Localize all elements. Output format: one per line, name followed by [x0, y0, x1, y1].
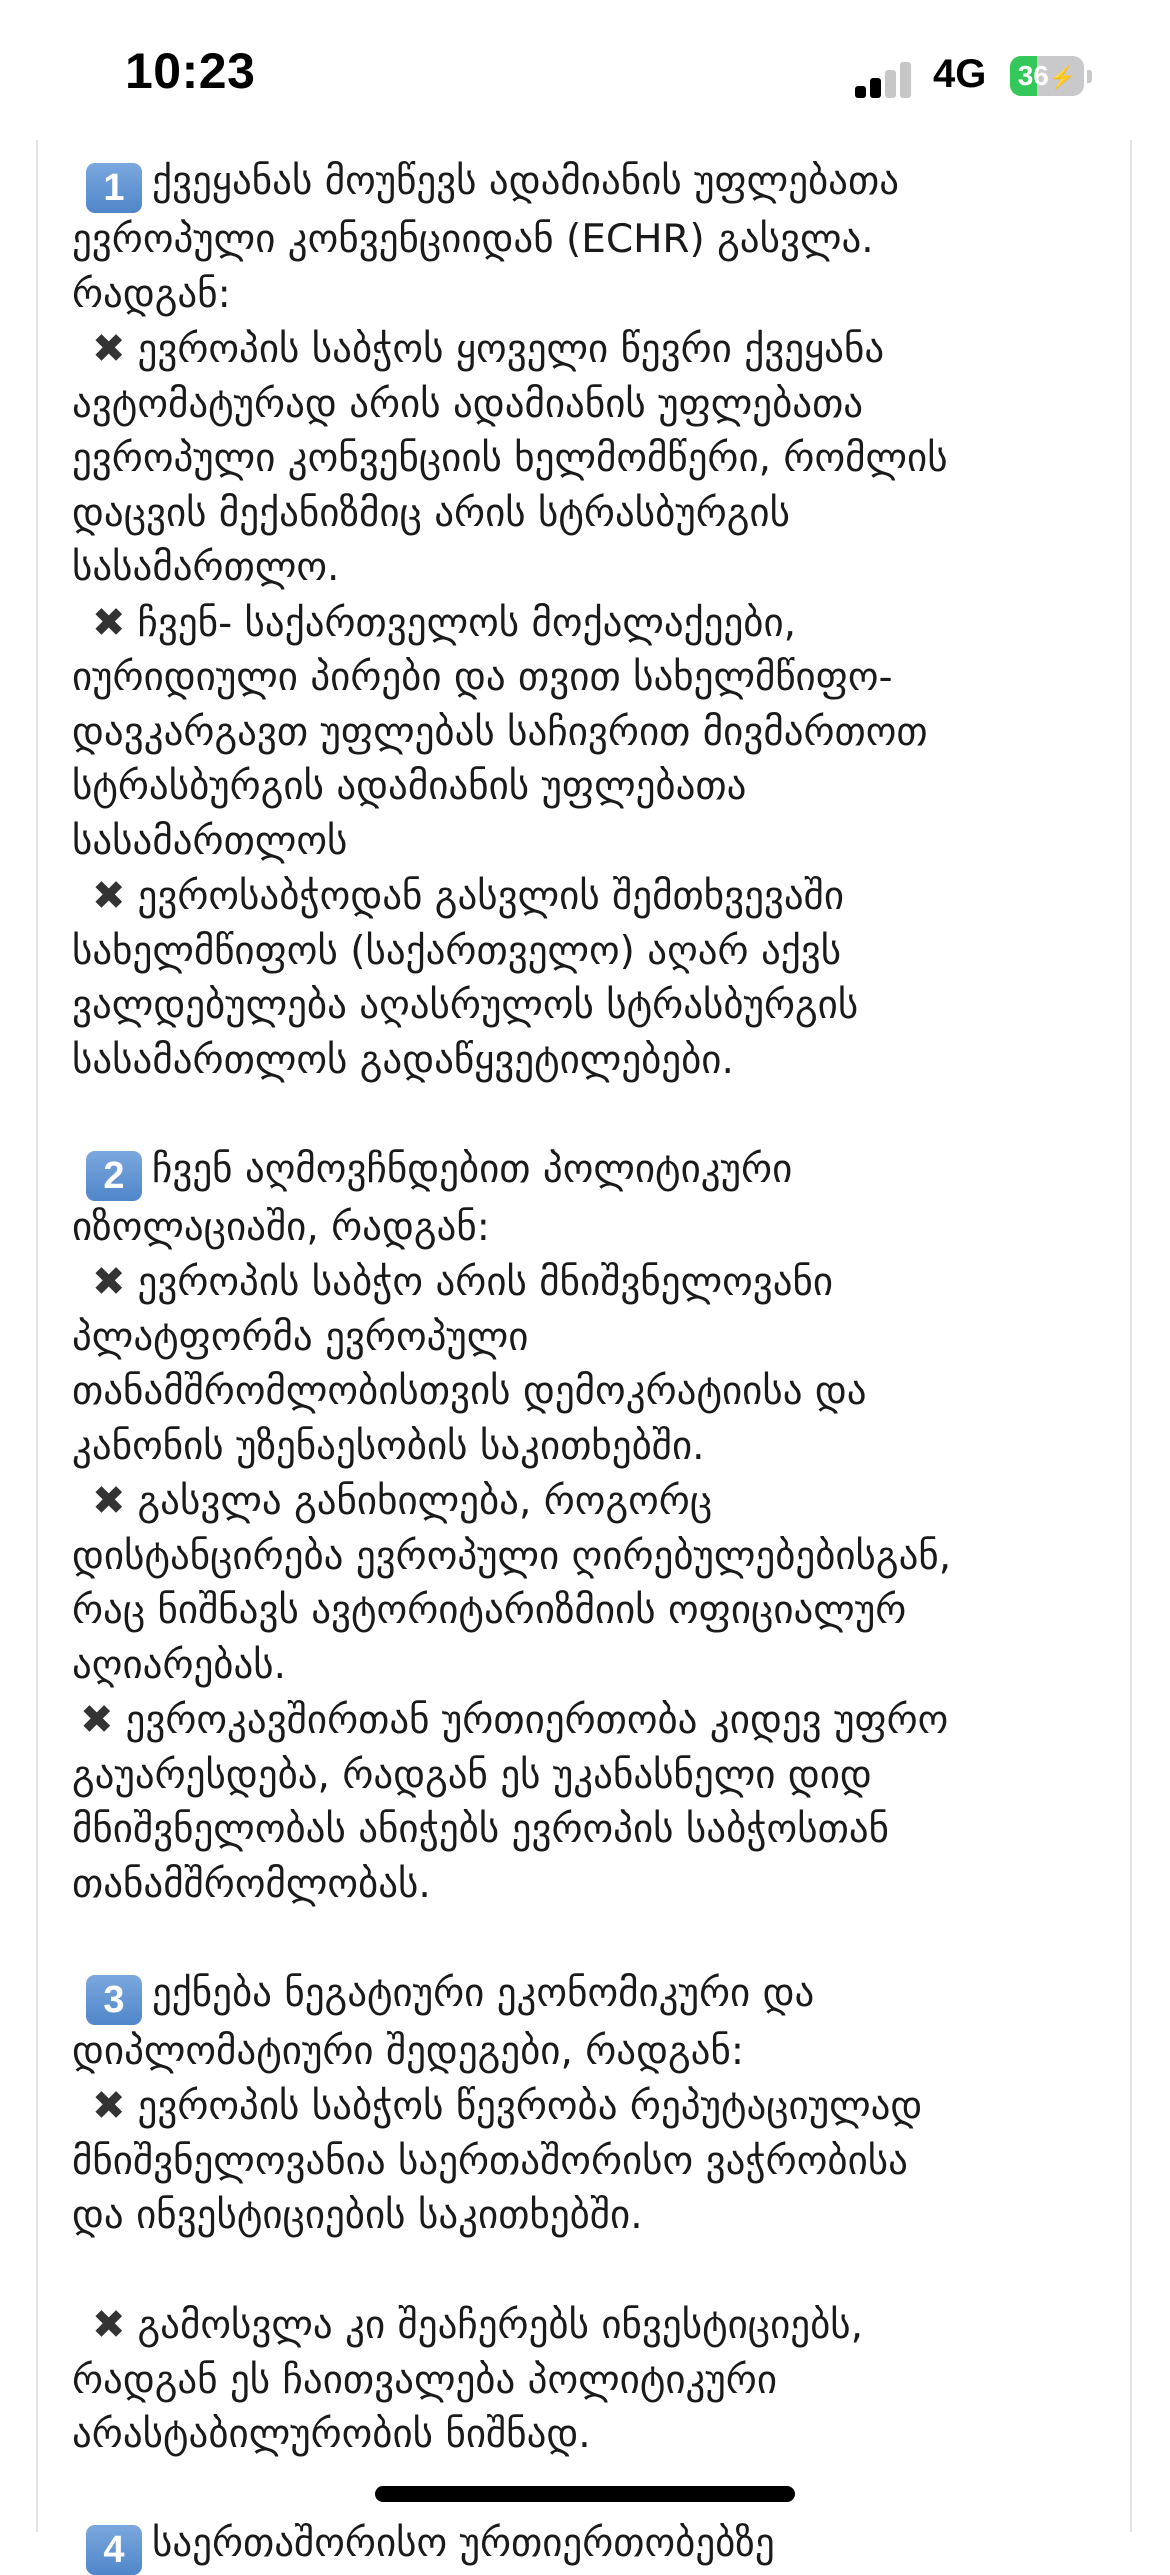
bullet-line: [72, 432, 1112, 487]
bullet-line: [72, 1365, 1112, 1420]
bullet-text: დავკარგავთ უფლებას საჩივრით მივმართოთ: [72, 710, 928, 755]
number-1-badge-icon: 1: [86, 163, 142, 213]
signal-bar: [885, 70, 896, 98]
bullet-line: [72, 487, 1112, 542]
bullet-line: [72, 2298, 1112, 2354]
section-4: [72, 2517, 1112, 2575]
bullet-line: [72, 1474, 1112, 1530]
bullet-text: მნიშვნელობას ანიჭებს ევროპის საბჭოსთან: [72, 1807, 889, 1852]
bullet-text: ევროპის საბჭოს წევრობა რეპუტაციულად: [138, 2084, 923, 2129]
number-3-badge-icon: 3: [86, 1975, 142, 2025]
bullet-item: [72, 1474, 1112, 1693]
section-line: [72, 1967, 1112, 2025]
bullet-line: [72, 1255, 1112, 1311]
bullet-text: კანონის უზენაესობის საკითხებში.: [72, 1424, 705, 1469]
bullet-line: [72, 1311, 1112, 1366]
battery-level: 36⚡: [1010, 56, 1084, 96]
bullet-item: [72, 2298, 1112, 2463]
section-text: ქვეყანას მოუწევს ადამიანის უფლებათა: [152, 159, 899, 204]
section-text: რადგან:: [72, 272, 231, 317]
section-text: დიპლომატიური შედეგები, რადგან:: [72, 2029, 744, 2074]
bullet-text: ევროპის საბჭოს ყოველი წევრი ქვეყანა: [138, 327, 885, 372]
section-text: იზოლაციაში, რადგან:: [72, 1205, 490, 1250]
frame-left-border: [36, 140, 38, 2532]
status-bar: [0, 0, 1170, 140]
section-1: [72, 155, 1112, 1088]
bullet-text: გამოსვლა კი შეაჩერებს ინვესტიციებს,: [138, 2303, 864, 2348]
section-line: [72, 1201, 1112, 1256]
cross-mark-icon: ✖: [92, 596, 126, 651]
bullet-text: სასამართლო.: [72, 545, 339, 590]
bullet-line: [72, 869, 1112, 925]
cross-mark-icon: ✖: [80, 1693, 114, 1748]
bullet-text: თანამშრომლობისთვის დემოკრატიისა და: [72, 1369, 867, 1414]
spacer: [72, 1912, 1112, 1967]
bullet-text: ვალდებულება აღასრულოს სტრასბურგის: [72, 983, 858, 1028]
bullet-text: სტრასბურგის ადამიანის უფლებათა: [72, 764, 746, 809]
number-4-badge-icon: 4: [86, 2525, 142, 2575]
section-line: [72, 268, 1112, 323]
bullet-text: რაც ნიშნავს ავტორიტარიზმიის ოფიციალურ: [72, 1588, 906, 1633]
bullet-line: [72, 2408, 1112, 2463]
section-line: [72, 213, 1112, 268]
bullet-item: [72, 1255, 1112, 1474]
bullet-line: [72, 760, 1112, 815]
section-text: ექნება ნეგატიური ეკონომიკური და: [152, 1971, 814, 2016]
section-line: [72, 2025, 1112, 2080]
bullet-line: [72, 815, 1112, 870]
bullet-line: [72, 2354, 1112, 2409]
bullet-text: იურიდიული პირები და თვით სახელმწიფო-: [72, 655, 893, 700]
bullet-line: [72, 1858, 1112, 1913]
bullet-text: ევროსაბჭოდან გასვლის შემთხვევაში: [138, 874, 845, 919]
bullet-line: [72, 1803, 1112, 1858]
bullet-text: თანამშრომლობას.: [72, 1862, 431, 1907]
bullet-line: [72, 1530, 1112, 1585]
message-body: [72, 155, 1112, 2575]
signal-bar: [855, 86, 866, 98]
home-indicator[interactable]: [375, 2486, 795, 2502]
cross-mark-icon: ✖: [92, 2079, 126, 2134]
bullet-item: [72, 2079, 1112, 2244]
cross-mark-icon: ✖: [92, 1255, 126, 1310]
cross-mark-icon: ✖: [92, 1474, 126, 1529]
bullet-text: აღიარებას.: [72, 1643, 286, 1688]
bullet-text: პლატფორმა ევროპული: [72, 1315, 528, 1360]
bullet-text: დისტანცირება ევროპული ღირებულებებისგან,: [72, 1534, 951, 1579]
section-text: საერთაშორისო ურთიერთობებზე: [152, 2521, 775, 2566]
bullet-line: [72, 378, 1112, 433]
bullet-line: [72, 651, 1112, 706]
bullet-item: [72, 1693, 1112, 1912]
bullet-line: [72, 596, 1112, 652]
bullet-line: [72, 1584, 1112, 1639]
bullet-line: [72, 706, 1112, 761]
bullet-text: გასვლა განიხილება, როგორც: [138, 1479, 713, 1524]
bullet-line: [72, 1693, 1112, 1749]
cross-mark-icon: ✖: [92, 869, 126, 924]
signal-bar: [900, 62, 911, 98]
bullet-item: [72, 596, 1112, 870]
spacer: [72, 2244, 1112, 2299]
bullet-line: [72, 2135, 1112, 2190]
bullet-text: მნიშვნელოვანია საერთაშორისო ვაჭრობისა: [72, 2139, 908, 2184]
bullet-text: გაუარესდება, რადგან ეს უკანასნელი დიდ: [72, 1753, 872, 1798]
bullet-text: ევროკავშირთან ურთიერთობა კიდევ უფრო: [126, 1698, 949, 1743]
bullet-line: [72, 2189, 1112, 2244]
bullet-line: [72, 541, 1112, 596]
bullet-text: და ინვესტიციების საკითხებში.: [72, 2193, 643, 2238]
section-text: ევროპული კონვენციიდან (ECHR) გასვლა.: [72, 217, 874, 262]
bullet-line: [72, 322, 1112, 378]
cross-mark-icon: ✖: [92, 2298, 126, 2353]
section-line: [72, 2517, 1112, 2575]
bullet-item: [72, 322, 1112, 596]
section-line: [72, 155, 1112, 213]
bullet-text: რადგან ეს ჩაითვალება პოლიტიკური: [72, 2358, 777, 2403]
frame-right-border: [1130, 140, 1132, 2532]
section-3: [72, 1967, 1112, 2463]
number-2-badge-icon: 2: [86, 1151, 142, 1201]
bullet-text: სახელმწიფოს (საქართველო) აღარ აქვს: [72, 929, 841, 974]
battery-icon: [1010, 56, 1084, 96]
signal-bar: [870, 78, 881, 98]
bullet-text: ჩვენ- საქართველოს მოქალაქეები,: [138, 601, 797, 646]
bullet-line: [72, 1749, 1112, 1804]
bullet-line: [72, 1420, 1112, 1475]
bullet-line: [72, 2079, 1112, 2135]
bullet-text: სასამართლოს გადაწყვეტილებები.: [72, 1038, 734, 1083]
bullet-text: არასტაბილურობის ნიშნად.: [72, 2412, 591, 2457]
bullet-line: [72, 1034, 1112, 1089]
section-line: [72, 1143, 1112, 1201]
cellular-signal-icon: [855, 60, 915, 98]
bullet-text: ავტომატურად არის ადამიანის უფლებათა: [72, 382, 863, 427]
section-text: ჩვენ აღმოვჩნდებით პოლიტიკური: [152, 1147, 792, 1192]
bullet-line: [72, 925, 1112, 980]
status-time: 10:23: [125, 42, 255, 100]
network-type: 4G: [933, 52, 986, 97]
bullet-item: [72, 869, 1112, 1088]
bullet-text: სასამართლოს: [72, 819, 347, 864]
bullet-text: დაცვის მექანიზმიც არის სტრასბურგის: [72, 491, 790, 536]
bullet-text: ევროპის საბჭო არის მნიშვნელოვანი: [138, 1260, 834, 1305]
bullet-text: ევროპული კონვენციის ხელმომწერი, რომლის: [72, 436, 948, 481]
cross-mark-icon: ✖: [92, 322, 126, 377]
section-2: [72, 1143, 1112, 1913]
bullet-line: [72, 1639, 1112, 1694]
spacer: [72, 1088, 1112, 1143]
bullet-line: [72, 979, 1112, 1034]
battery-cap: [1087, 70, 1092, 83]
